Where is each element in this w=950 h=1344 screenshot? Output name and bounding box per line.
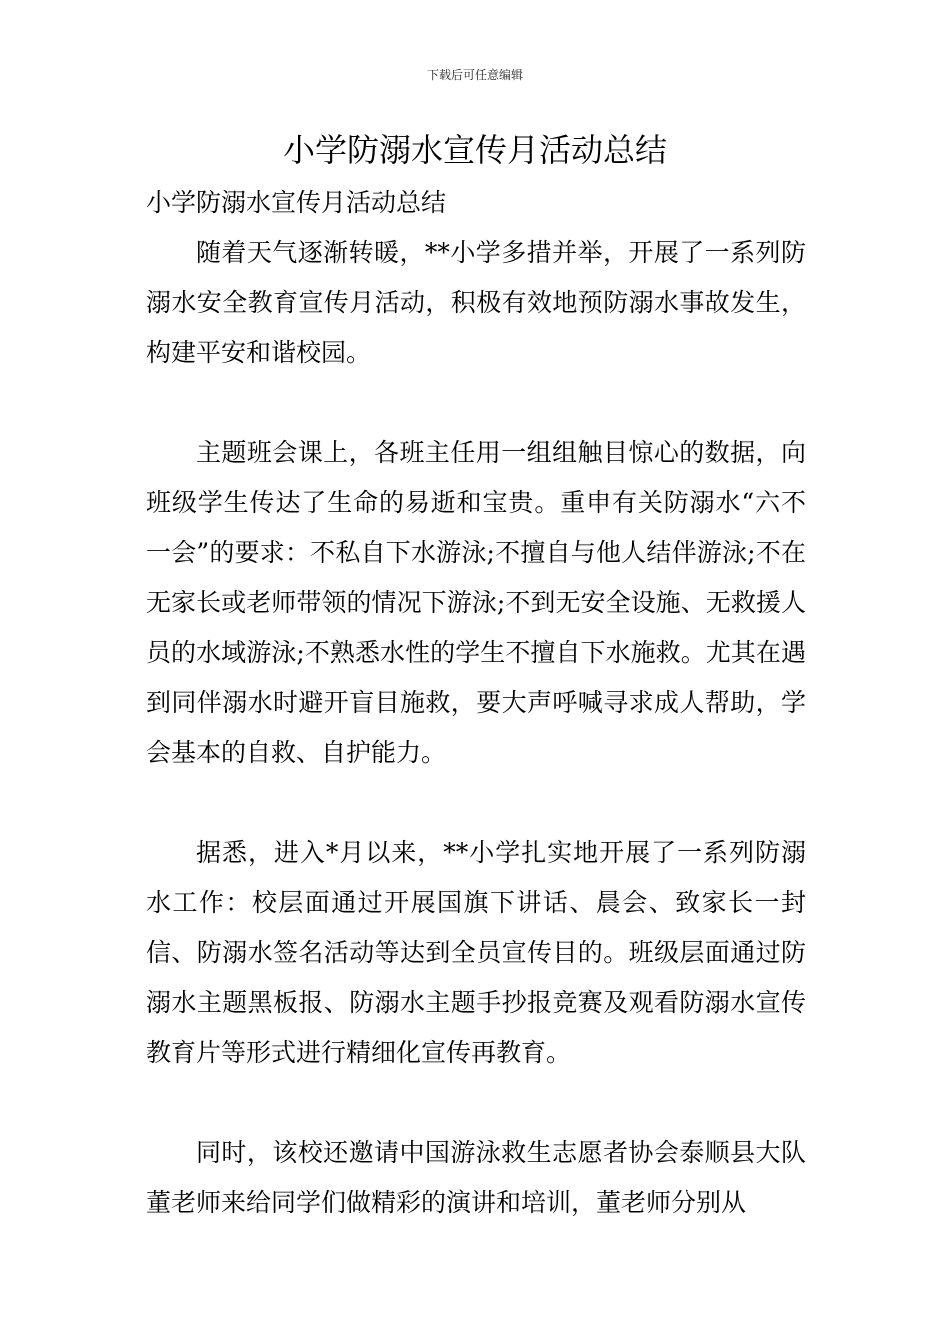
document-subtitle: 小学防溺水宣传月活动总结: [146, 188, 447, 217]
paragraph-class-meeting: 主题班会课上，各班主任用一组组触目惊心的数据，向班级学生传达了生命的易逝和宝贵。重申有关防溺水“六不一会”的要求：不私自下水游泳;不擅自与他人结伴游泳;不在无家长或老师带领的情况下游泳;不到无安全设施、无救援人员的水域游泳;不熟悉水性的学生不擅自下水施救。尤其在遇到同伴溺水时避开盲目施救，要大声呼喊寻求成人帮助，学会基本的自救、自护能力。: [146, 438, 806, 767]
document-body: [146, 178, 806, 1228]
header-note: 下载后可任意编辑: [426, 68, 523, 82]
paragraph-spacer: [146, 778, 806, 828]
paragraph-training: 同时，该校还邀请中国游泳救生志愿者协会泰顺县大队董老师来给同学们做精彩的演讲和培训，董老师分别从: [146, 1138, 806, 1217]
paragraph-intro: 随着天气逐渐转暖，**小学多措并举，开展了一系列防溺水安全教育宣传月活动，积极有效地预防溺水事故发生，构建平安和谐校园。: [146, 238, 806, 367]
paragraph-spacer: [146, 378, 806, 428]
paragraph-spacer: [146, 1078, 806, 1128]
document-title: 小学防溺水宣传月活动总结: [282, 131, 667, 169]
paragraph-school-work: 据悉，进入*月以来，**小学扎实地开展了一系列防溺水工作：校层面通过开展国旗下讲话、晨会、致家长一封信、防溺水签名活动等达到全员宣传目的。班级层面通过防溺水主题黑板报、防溺水主题手抄报竞赛及观看防溺水宣传教育片等形式进行精细化宣传再教育。: [146, 838, 806, 1067]
